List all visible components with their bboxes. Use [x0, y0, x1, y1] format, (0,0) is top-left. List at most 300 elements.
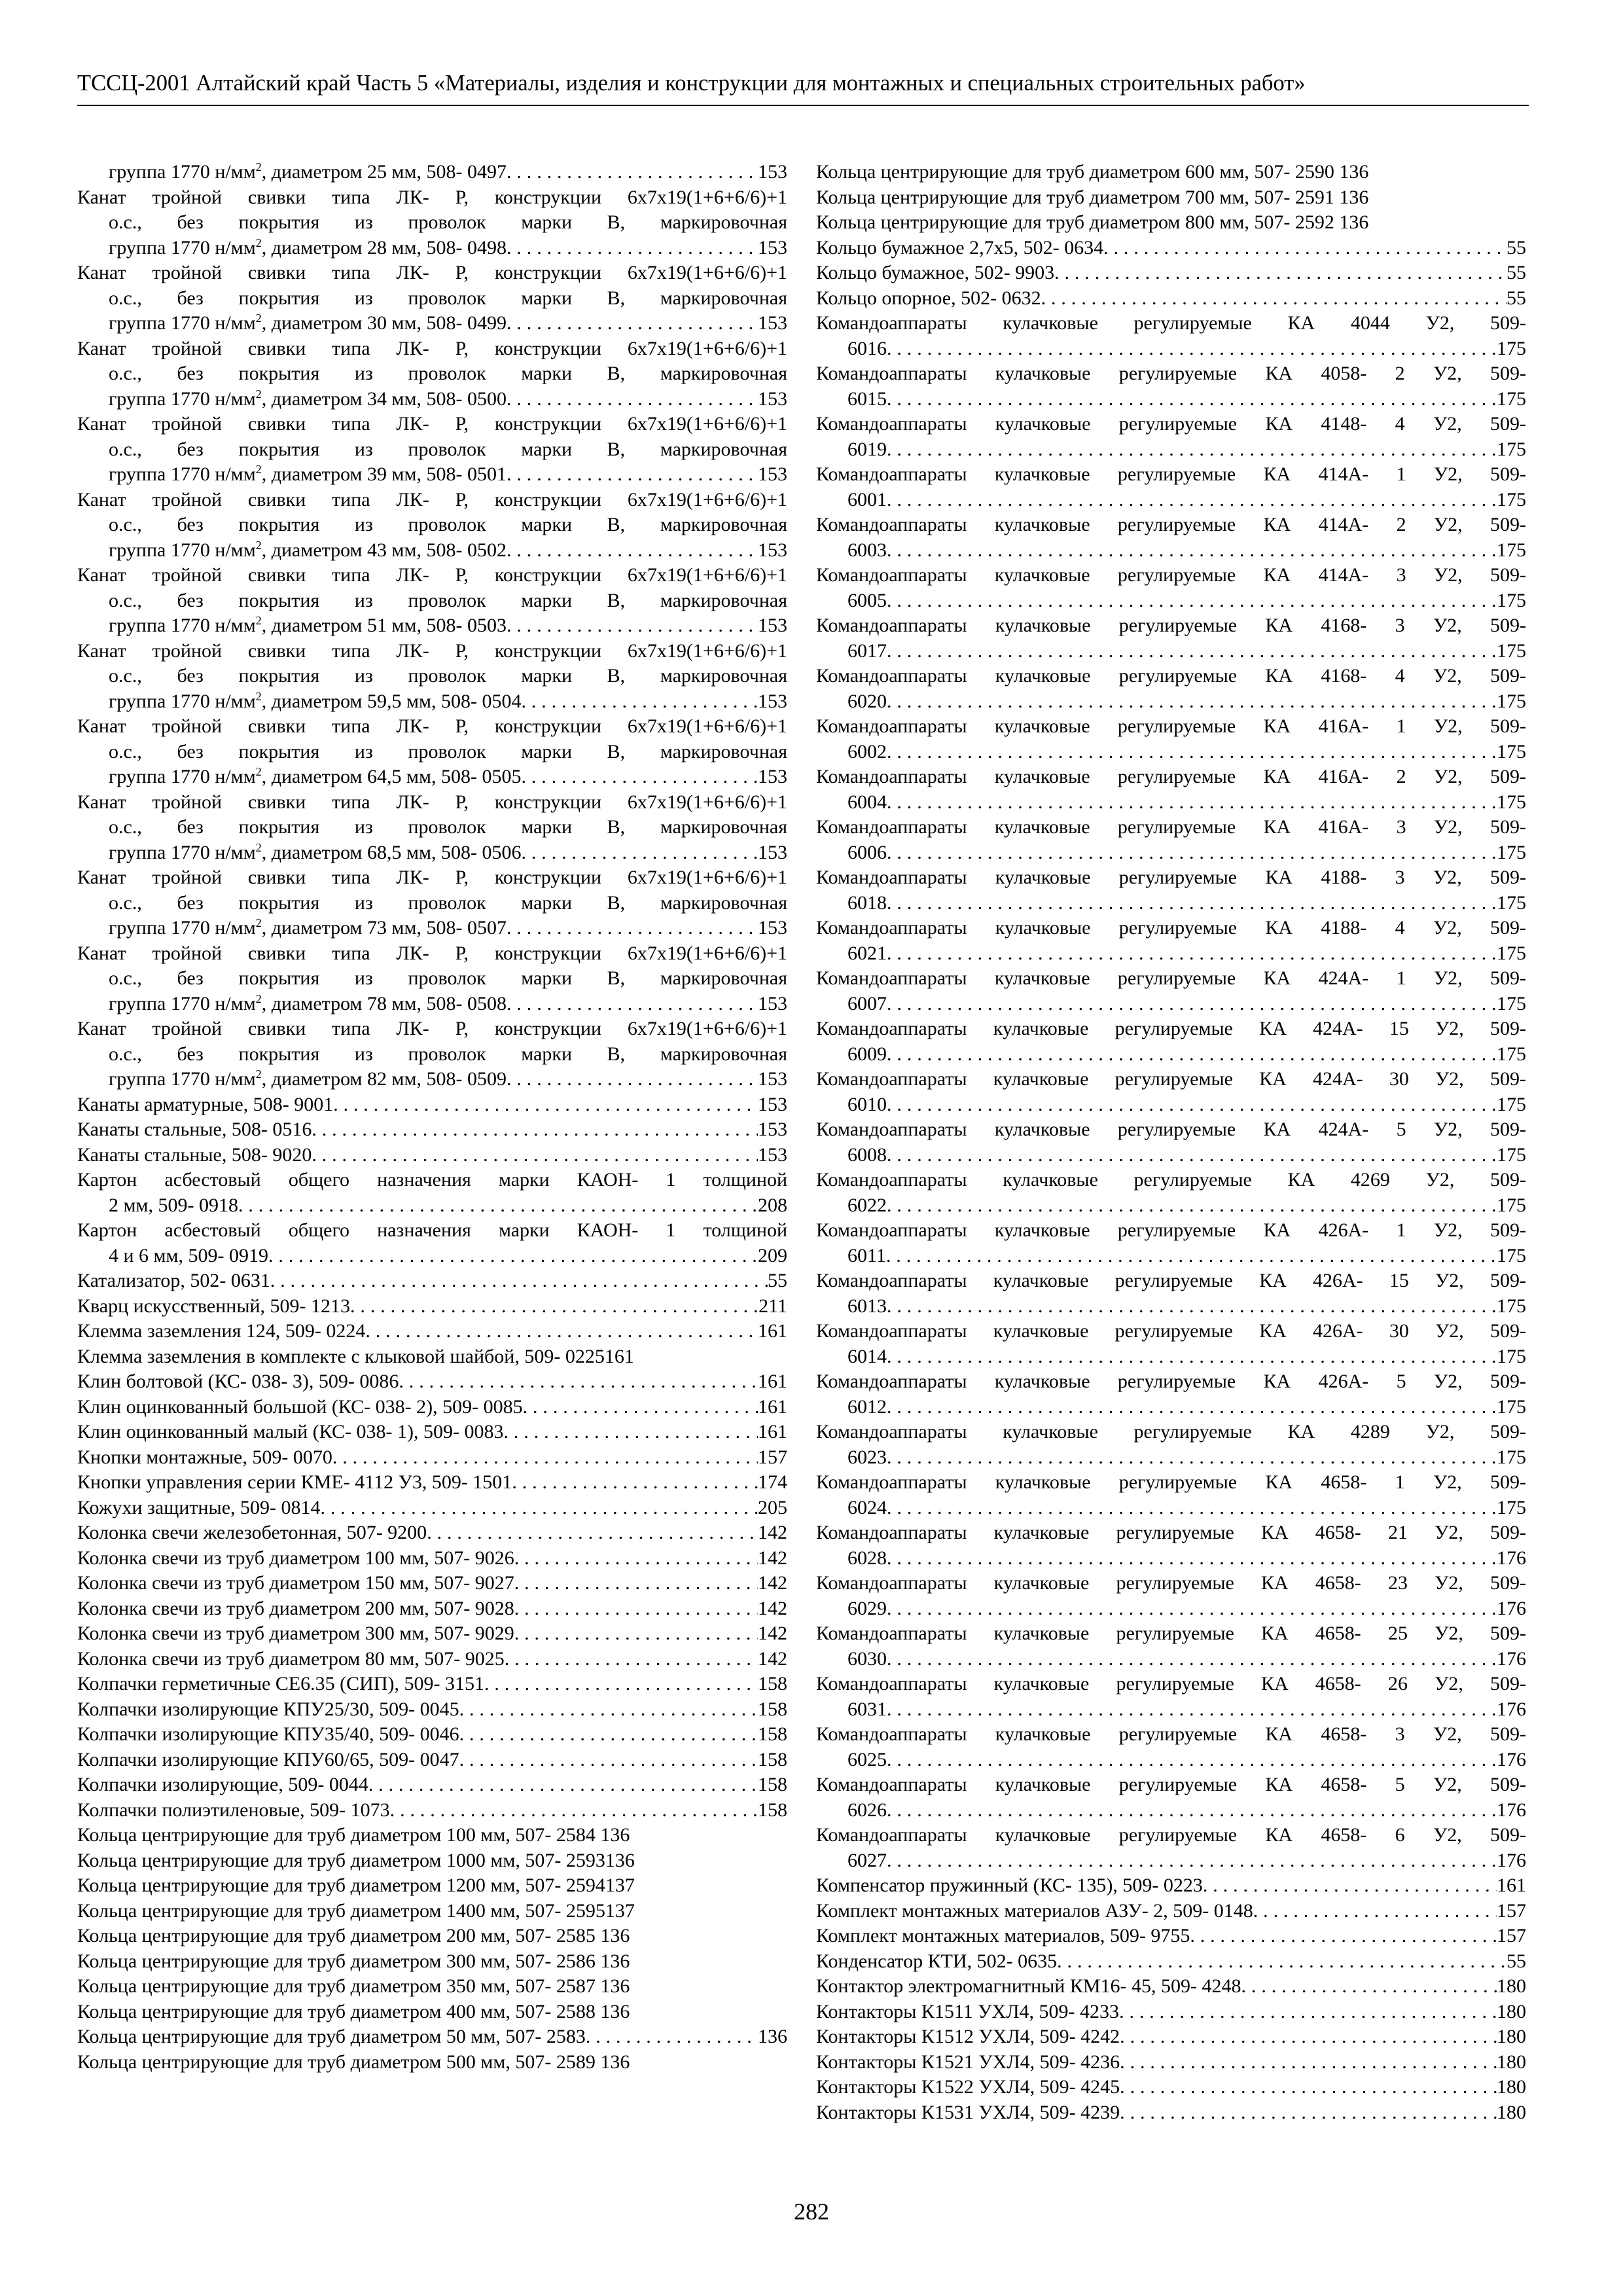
- index-text: Канаты арматурные, 508- 9001: [77, 1093, 334, 1115]
- index-line: [77, 286, 787, 312]
- index-text: Контакторы К1511 УХЛ4, 509- 4233: [816, 2000, 1120, 2022]
- page-ref: 175: [1497, 387, 1526, 410]
- dot-leader: [321, 1496, 758, 1521]
- dot-leader: [522, 689, 758, 715]
- dot-leader: [507, 538, 758, 564]
- index-line: [816, 588, 1526, 614]
- page-ref: 175: [1497, 690, 1526, 712]
- dot-leader: [887, 1848, 1497, 1874]
- page-ref: 157: [1497, 1899, 1526, 1922]
- index-text: Колпачки изолирующие КПУ60/65, 509- 0047: [77, 1748, 459, 1770]
- index-text: Колпачки полиэтиленовые, 509- 1073: [77, 1799, 390, 1821]
- page-ref: 175: [1497, 841, 1526, 863]
- page-ref: 175: [1497, 791, 1526, 813]
- index-line: [816, 160, 1526, 185]
- page-ref: 175: [1497, 740, 1526, 762]
- index-text: Командоаппараты кулачковые регулируемые КА 4658- 3 У2, 509-: [816, 1723, 1526, 1745]
- page-ref: 55: [1507, 262, 1526, 283]
- index-line: [816, 1369, 1526, 1395]
- dot-leader: [522, 840, 758, 866]
- index-text: Канат тройной свивки типа ЛК- Р, конструкции 6х7х19(1+6+6/6)+1: [77, 791, 787, 813]
- index-line: [816, 286, 1526, 312]
- index-text: [109, 1067, 507, 1092]
- unit-superscript: 2: [255, 614, 262, 627]
- index-text: Кольца центрирующие для труб диаметром 100 мм, 507- 2584 136: [77, 1824, 630, 1846]
- index-line: [816, 2075, 1526, 2100]
- index-text: о.с., без покрытия из проволок марки В, маркировочная: [109, 438, 787, 460]
- entry-text: , диаметром 39 мм, 508- 0501: [261, 463, 507, 485]
- index-line: [77, 1470, 787, 1496]
- dot-leader: [887, 1193, 1497, 1219]
- unit-prefix: группа 1770 н/мм: [109, 766, 256, 787]
- index-line: [816, 1748, 1526, 1773]
- index-text: Командоаппараты кулачковые регулируемые КА 426А- 30 У2, 509-: [816, 1320, 1526, 1342]
- page-ref: 180: [1497, 2000, 1526, 2022]
- index-text: [109, 992, 507, 1017]
- dot-leader: [887, 689, 1497, 715]
- index-text: Канат тройной свивки типа ЛК- Р, конструкции 6х7х19(1+6+6/6)+1: [77, 1018, 787, 1039]
- index-text: 6012: [847, 1395, 887, 1418]
- index-text: Кольца центрирующие для труб диаметром 300 мм, 507- 2586 136: [77, 1950, 630, 1972]
- index-line: [816, 311, 1526, 336]
- page-ref: 175: [1497, 1345, 1526, 1367]
- index-text: Кольцо бумажное 2,7х5, 502- 0634: [816, 236, 1104, 259]
- index-text: Клемма заземления в комплекте с клыковой шайбой, 509- 0225161: [77, 1345, 634, 1367]
- index-line: [816, 1621, 1526, 1647]
- page-ref: 175: [1497, 1395, 1526, 1418]
- index-line: [77, 740, 787, 765]
- index-text: Командоаппараты кулачковые регулируемые КА 4289 У2, 509-: [816, 1421, 1526, 1443]
- dot-leader: [507, 311, 758, 336]
- page-ref: 153: [758, 1119, 787, 1140]
- index-text: Командоаппараты кулачковые регулируемые КА 424А- 15 У2, 509-: [816, 1018, 1526, 1039]
- index-text: 6002: [847, 740, 887, 762]
- index-text: Командоаппараты кулачковые регулируемые КА 414А- 1 У2, 509-: [816, 463, 1526, 485]
- page-ref: 153: [758, 992, 787, 1014]
- unit-prefix: группа 1770 н/мм: [109, 463, 256, 485]
- index-text: о.с., без покрытия из проволок марки В, маркировочная: [109, 967, 787, 989]
- dot-leader: [312, 1117, 758, 1143]
- dot-leader: [507, 916, 758, 941]
- index-line: [816, 1117, 1526, 1143]
- dot-leader: [1120, 2024, 1497, 2050]
- index-line: [77, 1420, 787, 1445]
- index-text: Командоаппараты кулачковые регулируемые КА 4168- 3 У2, 509-: [816, 615, 1526, 636]
- index-text: Командоаппараты кулачковые регулируемые КА 4658- 23 У2, 509-: [816, 1572, 1526, 1594]
- dot-leader: [887, 1294, 1497, 1319]
- page-ref: 153: [758, 690, 787, 712]
- index-line: [77, 1395, 787, 1420]
- page-ref: 55: [1507, 287, 1526, 309]
- index-text: Клемма заземления 124, 509- 0224: [77, 1320, 366, 1342]
- index-text: Командоаппараты кулачковые регулируемые КА 426А- 1 У2, 509-: [816, 1219, 1526, 1241]
- index-line: [816, 462, 1526, 488]
- page-ref: 175: [1497, 337, 1526, 359]
- index-line: [77, 865, 787, 891]
- page-ref: 153: [758, 1093, 787, 1115]
- index-line: [77, 1319, 787, 1344]
- index-text: Канаты стальные, 508- 9020: [77, 1143, 312, 1166]
- dot-leader: [887, 1546, 1497, 1571]
- index-line: [816, 1244, 1526, 1269]
- index-text: Канат тройной свивки типа ЛК- Р, конструкции 6х7х19(1+6+6/6)+1: [77, 639, 787, 662]
- index-line: [77, 462, 787, 488]
- index-text: 6013: [847, 1295, 887, 1317]
- index-line: [816, 966, 1526, 992]
- page-ref: 180: [1497, 2101, 1526, 2123]
- unit-superscript: 2: [255, 160, 262, 173]
- index-text: Командоаппараты кулачковые регулируемые КА 424А- 5 У2, 509-: [816, 1119, 1526, 1140]
- index-text: Канат тройной свивки типа ЛК- Р, конструкции 6х7х19(1+6+6/6)+1: [77, 564, 787, 586]
- index-line: [816, 1722, 1526, 1748]
- index-text: Канат тройной свивки типа ЛК- Р, конструкции 6х7х19(1+6+6/6)+1: [77, 867, 787, 888]
- index-line: [77, 1697, 787, 1723]
- index-line: [816, 1798, 1526, 1823]
- index-text: Кольца центрирующие для труб диаметром 1200 мм, 507- 2594137: [77, 1874, 635, 1896]
- index-text: Канат тройной свивки типа ЛК- Р, конструкции 6х7х19(1+6+6/6)+1: [77, 715, 787, 737]
- page-ref: 176: [1497, 1547, 1526, 1569]
- index-text: 6007: [847, 992, 887, 1014]
- dot-leader: [507, 992, 758, 1017]
- index-line: [77, 1798, 787, 1823]
- dot-leader: [270, 1268, 768, 1294]
- index-line: [816, 1319, 1526, 1344]
- index-text: Кольца центрирующие для труб диаметром 200 мм, 507- 2585 136: [77, 1925, 630, 1946]
- index-text: Командоаппараты кулачковые регулируемые КА 4269 У2, 509-: [816, 1169, 1526, 1191]
- index-text: 6008: [847, 1143, 887, 1166]
- index-text: Колонка свечи из труб диаметром 100 мм, 507- 9026: [77, 1547, 514, 1569]
- index-line: [816, 1924, 1526, 1949]
- page-number: 282: [794, 2198, 829, 2225]
- index-text: 6001: [847, 488, 887, 511]
- page-ref: 205: [758, 1496, 787, 1518]
- index-line: [816, 1016, 1526, 1042]
- dot-leader: [1054, 260, 1507, 286]
- page-ref: 176: [1497, 1698, 1526, 1720]
- index-text: Клин оцинкованный малый (КС- 038- 1), 509- 0083: [77, 1421, 504, 1443]
- index-line: [816, 260, 1526, 286]
- dot-leader: [887, 1092, 1497, 1118]
- index-line: [77, 966, 787, 992]
- index-text: Кнопки управления серии КМЕ- 4112 У3, 509- 1501: [77, 1471, 512, 1493]
- index-line: [77, 689, 787, 715]
- index-line: [77, 1621, 787, 1647]
- index-line: [77, 1193, 787, 1219]
- index-text: 6020: [847, 690, 887, 712]
- index-text: Канат тройной свивки типа ЛК- Р, конструкции 6х7х19(1+6+6/6)+1: [77, 942, 787, 964]
- index-line: [77, 1067, 787, 1092]
- index-line: [816, 185, 1526, 211]
- dot-leader: [887, 588, 1497, 614]
- index-line: [816, 2024, 1526, 2050]
- unit-superscript: 2: [255, 463, 262, 476]
- index-text: Колонка свечи из труб диаметром 150 мм, 507- 9027: [77, 1572, 514, 1594]
- index-line: [816, 1949, 1526, 1975]
- index-text: Командоаппараты кулачковые регулируемые КА 4658- 1 У2, 509-: [816, 1471, 1526, 1493]
- header-rule: [77, 105, 1529, 106]
- index-line: [77, 538, 787, 564]
- index-text: Кольца центрирующие для труб диаметром 700 мм, 507- 2591 136: [816, 186, 1369, 208]
- index-text: Колонка свечи железобетонная, 507- 9200: [77, 1522, 427, 1543]
- index-line: [816, 361, 1526, 387]
- index-line: [816, 2050, 1526, 2075]
- index-line: [77, 588, 787, 614]
- index-text: [109, 613, 507, 639]
- index-line: [816, 1899, 1526, 1924]
- index-line: [77, 2050, 787, 2075]
- page-ref: 153: [758, 312, 787, 334]
- index-text: 6024: [847, 1496, 887, 1518]
- index-line: [816, 1772, 1526, 1798]
- dot-leader: [887, 992, 1497, 1017]
- unit-superscript: 2: [255, 236, 262, 249]
- index-line: [816, 1092, 1526, 1118]
- index-text: Командоаппараты кулачковые регулируемые КА 4658- 6 У2, 509-: [816, 1824, 1526, 1846]
- page-ref: 158: [758, 1698, 787, 1720]
- unit-prefix: группа 1770 н/мм: [109, 1068, 256, 1090]
- page-ref: 174: [758, 1471, 787, 1493]
- index-line: [816, 1672, 1526, 1697]
- page-ref: 158: [758, 1748, 787, 1770]
- page-ref: 175: [1497, 1295, 1526, 1317]
- index-line: [77, 714, 787, 740]
- page-ref: 153: [758, 766, 787, 787]
- dot-leader: [332, 1445, 758, 1471]
- index-line: [816, 1143, 1526, 1168]
- index-line: [816, 1168, 1526, 1193]
- index-text: Канат тройной свивки типа ЛК- Р, конструкции 6х7х19(1+6+6/6)+1: [77, 488, 787, 511]
- index-line: [816, 1647, 1526, 1672]
- dot-leader: [390, 1798, 758, 1823]
- index-line: [816, 1395, 1526, 1420]
- page-ref: 142: [758, 1597, 787, 1619]
- index-line: [77, 1596, 787, 1622]
- index-text: Командоаппараты кулачковые регулируемые КА 4658- 21 У2, 509-: [816, 1522, 1526, 1543]
- index-line: [77, 1445, 787, 1471]
- index-line: [816, 563, 1526, 588]
- index-line: [77, 2000, 787, 2025]
- index-line: [77, 1546, 787, 1571]
- dot-leader: [887, 1395, 1497, 1420]
- index-text: [109, 916, 507, 941]
- dot-leader: [484, 1672, 758, 1697]
- unit-prefix: группа 1770 н/мм: [109, 615, 256, 636]
- dot-leader: [1119, 2000, 1497, 2025]
- index-line: [77, 1772, 787, 1798]
- index-text: Колпачки герметичные СЕ6.35 (СИП), 509- 3151: [77, 1673, 484, 1695]
- page-ref: 158: [758, 1799, 787, 1821]
- page-ref: 158: [758, 1673, 787, 1695]
- index-line: [77, 1949, 787, 1975]
- unit-superscript: 2: [255, 387, 262, 401]
- index-text: 6026: [847, 1799, 887, 1821]
- page-ref: 176: [1497, 1647, 1526, 1670]
- index-text: Контакторы К1531 УХЛ4, 509- 4239: [816, 2101, 1120, 2123]
- page-ref: 175: [1497, 942, 1526, 964]
- index-line: [816, 865, 1526, 891]
- index-text: Колпачки изолирующие, 509- 0044: [77, 1774, 368, 1795]
- index-text: Колпачки изолирующие КПУ35/40, 509- 0046: [77, 1723, 459, 1745]
- index-line: [77, 1823, 787, 1848]
- entry-text: , диаметром 28 мм, 508- 0498: [261, 236, 507, 259]
- index-line: [816, 639, 1526, 664]
- index-line: [77, 941, 787, 967]
- page-ref: 175: [1497, 438, 1526, 460]
- unit-prefix: группа 1770 н/мм: [109, 161, 256, 183]
- unit-superscript: 2: [255, 840, 262, 854]
- page-ref: 157: [758, 1446, 787, 1468]
- index-text: Командоаппараты кулачковые регулируемые КА 4658- 26 У2, 509-: [816, 1673, 1526, 1695]
- index-text: Командоаппараты кулачковые регулируемые КА 4188- 3 У2, 509-: [816, 867, 1526, 888]
- index-text: о.с., без покрытия из проволок марки В, маркировочная: [109, 1043, 787, 1065]
- index-text: Кольца центрирующие для труб диаметром 50 мм, 507- 2583: [77, 2026, 586, 2047]
- dot-leader: [514, 1571, 758, 1596]
- index-line: [816, 1294, 1526, 1319]
- index-text: Командоаппараты кулачковые регулируемые КА 4044 У2, 509-: [816, 312, 1526, 334]
- index-text: Канат тройной свивки типа ЛК- Р, конструкции 6х7х19(1+6+6/6)+1: [77, 413, 787, 435]
- entry-text: , диаметром 64,5 мм, 508- 0505: [261, 766, 522, 787]
- index-text: [109, 462, 507, 488]
- page-ref: 153: [758, 1068, 787, 1090]
- page-ref: 209: [758, 1244, 787, 1266]
- index-text: Командоаппараты кулачковые регулируемые КА 4168- 4 У2, 509-: [816, 665, 1526, 687]
- index-text: Картон асбестовый общего назначения марки КАОН- 1 толщиной: [77, 1169, 787, 1191]
- dot-leader: [507, 160, 758, 185]
- index-text: Командоаппараты кулачковые регулируемые КА 416А- 2 У2, 509-: [816, 766, 1526, 787]
- index-text: [109, 764, 522, 790]
- index-text: Колонка свечи из труб диаметром 80 мм, 507- 9025: [77, 1647, 505, 1670]
- index-line: [816, 740, 1526, 765]
- dot-leader: [1120, 2100, 1497, 2126]
- page-ref: 161: [1497, 1874, 1526, 1896]
- index-text: 6009: [847, 1043, 887, 1065]
- dot-leader: [887, 1042, 1497, 1067]
- index-line: [816, 689, 1526, 715]
- unit-superscript: 2: [255, 1067, 262, 1081]
- index-line: [816, 236, 1526, 261]
- page-ref: 142: [758, 1572, 787, 1594]
- index-text: Клин оцинкованный большой (КС- 038- 2), 509- 0085: [77, 1395, 523, 1418]
- dot-leader: [887, 840, 1497, 866]
- dot-leader: [1041, 286, 1507, 312]
- index-line: [816, 1420, 1526, 1445]
- index-line: [816, 1571, 1526, 1596]
- index-line: [77, 1344, 787, 1370]
- index-text: о.с., без покрытия из проволок марки В, маркировочная: [109, 211, 787, 233]
- index-line: [816, 840, 1526, 866]
- dot-leader: [887, 1344, 1497, 1370]
- index-text: о.с., без покрытия из проволок марки В, маркировочная: [109, 287, 787, 309]
- unit-prefix: группа 1770 н/мм: [109, 917, 256, 939]
- index-line: [77, 1294, 787, 1319]
- entry-text: , диаметром 43 мм, 508- 0502: [261, 539, 507, 561]
- index-line: [816, 714, 1526, 740]
- page-ref: 161: [758, 1395, 787, 1418]
- unit-prefix: группа 1770 н/мм: [109, 312, 256, 334]
- index-line: [77, 236, 787, 261]
- dot-leader: [1057, 1949, 1507, 1975]
- index-line: [77, 1117, 787, 1143]
- page-ref: 175: [1497, 1093, 1526, 1115]
- index-line: [816, 1873, 1526, 1899]
- index-text: 6014: [847, 1345, 887, 1367]
- index-text: 6015: [847, 387, 887, 410]
- index-line: [77, 1873, 787, 1899]
- page-ref: 175: [1497, 1446, 1526, 1468]
- index-line: [816, 1470, 1526, 1496]
- index-text: [109, 387, 507, 412]
- index-text: Кольцо бумажное, 502- 9903: [816, 262, 1055, 283]
- page-ref: 153: [758, 917, 787, 939]
- dot-leader: [368, 1772, 758, 1798]
- page-ref: 175: [1497, 1496, 1526, 1518]
- dot-leader: [1203, 1873, 1497, 1899]
- page-ref: 161: [758, 1320, 787, 1342]
- dot-leader: [887, 1445, 1497, 1471]
- index-line: [77, 412, 787, 437]
- index-line: [816, 2100, 1526, 2126]
- dot-leader: [514, 1596, 758, 1622]
- index-line: [77, 764, 787, 790]
- page-ref: 142: [758, 1522, 787, 1543]
- index-line: [77, 1974, 787, 2000]
- index-line: [816, 1344, 1526, 1370]
- index-line: [77, 1016, 787, 1042]
- index-line: [816, 1218, 1526, 1244]
- page-ref: 153: [758, 161, 787, 183]
- page-ref: 153: [758, 387, 787, 410]
- index-text: 6021: [847, 942, 887, 964]
- index-text: Канат тройной свивки типа ЛК- Р, конструкции 6х7х19(1+6+6/6)+1: [77, 337, 787, 359]
- page-ref: 175: [1497, 1244, 1526, 1266]
- index-text: Кнопки монтажные, 509- 0070: [77, 1446, 332, 1468]
- index-line: [77, 488, 787, 513]
- index-line: [77, 160, 787, 185]
- index-text: [109, 236, 507, 261]
- index-text: Кольца центрирующие для труб диаметром 350 мм, 507- 2587 136: [77, 1975, 630, 1997]
- page-ref: 175: [1497, 992, 1526, 1014]
- dot-leader: [507, 462, 758, 488]
- index-text: 2 мм, 509- 0918: [109, 1194, 238, 1216]
- index-text: [109, 311, 507, 336]
- page-ref: 153: [758, 539, 787, 561]
- index-line: [816, 488, 1526, 513]
- index-line: [77, 1520, 787, 1546]
- page-ref: 180: [1497, 2026, 1526, 2047]
- index-text: [109, 689, 522, 715]
- index-text: Кольцо опорное, 502- 0632: [816, 287, 1041, 309]
- page-ref: 176: [1497, 1849, 1526, 1871]
- index-text: Командоаппараты кулачковые регулируемые КА 424А- 1 У2, 509-: [816, 967, 1526, 989]
- index-line: [77, 1496, 787, 1521]
- dot-leader: [505, 1647, 758, 1672]
- index-text: 6027: [847, 1849, 887, 1871]
- index-line: [816, 764, 1526, 790]
- index-line: [816, 210, 1526, 236]
- page-ref: 176: [1497, 1748, 1526, 1770]
- entry-text: , диаметром 34 мм, 508- 0500: [261, 387, 507, 410]
- index-line: [77, 1268, 787, 1294]
- page-ref: 175: [1497, 589, 1526, 611]
- unit-superscript: 2: [255, 312, 262, 325]
- index-text: 6017: [847, 639, 887, 662]
- dot-leader: [427, 1520, 758, 1546]
- unit-prefix: группа 1770 н/мм: [109, 387, 256, 410]
- index-line: [77, 1143, 787, 1168]
- index-line: [816, 1193, 1526, 1219]
- index-text: Командоаппараты кулачковые регулируемые КА 426А- 15 У2, 509-: [816, 1270, 1526, 1291]
- index-line: [816, 1697, 1526, 1723]
